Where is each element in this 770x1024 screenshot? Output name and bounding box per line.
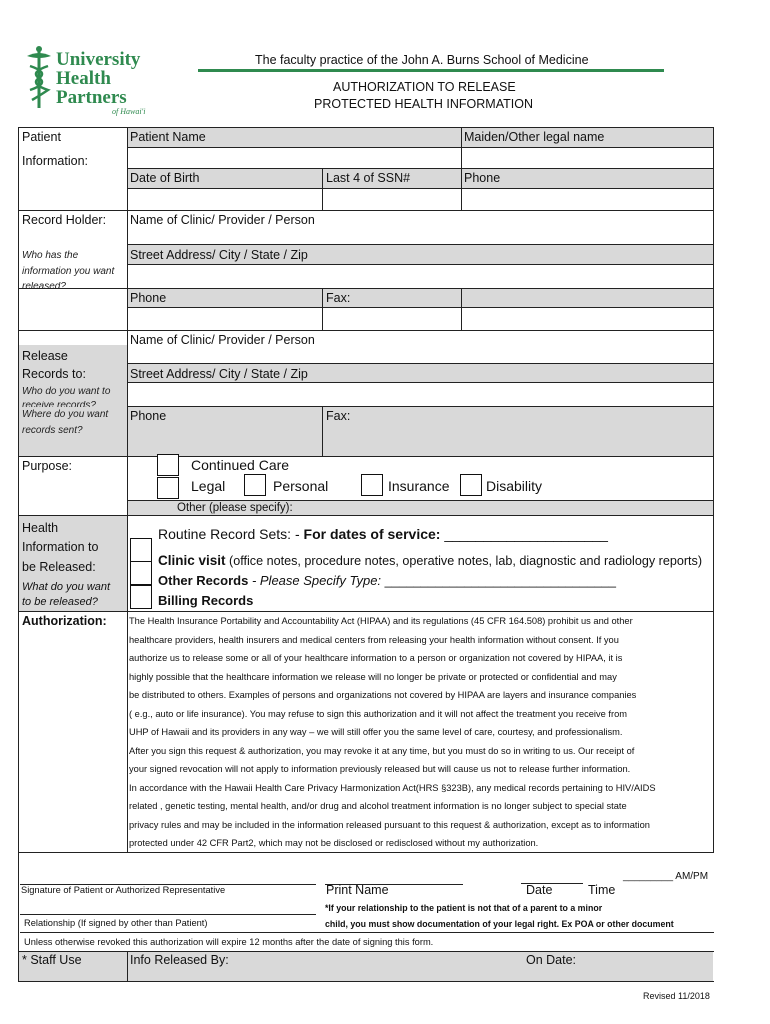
release-phone-shade bbox=[127, 407, 713, 456]
table-top-border bbox=[18, 127, 714, 128]
legal-label: Legal bbox=[191, 478, 226, 494]
patient-name-row-shade bbox=[127, 128, 713, 147]
authorization-text bbox=[129, 612, 711, 853]
authorization-label: Authorization: bbox=[22, 614, 107, 628]
table-left-border bbox=[18, 127, 19, 982]
release-label-2: Records to: bbox=[22, 367, 86, 381]
staff-use-label: * Staff Use bbox=[22, 953, 82, 967]
health-info-label-2: Information to bbox=[22, 540, 99, 554]
release-help-3: Where do you want bbox=[22, 409, 109, 420]
holder-fax-label[interactable]: Fax: bbox=[326, 291, 351, 305]
other-records-specify: - Please Specify Type: bbox=[251, 573, 385, 588]
logo-line-university: University bbox=[56, 49, 141, 70]
header-rule bbox=[198, 69, 664, 72]
table-right-border bbox=[713, 127, 714, 853]
health-info-label-3: be Released: bbox=[22, 560, 96, 574]
info-released-by-label[interactable]: Info Released By: bbox=[130, 953, 229, 967]
release-fax-label[interactable]: Fax: bbox=[326, 409, 351, 423]
ssn-label[interactable]: Last 4 of SSN# bbox=[326, 171, 411, 185]
holder-address-label[interactable]: Street Address/ City / State / Zip bbox=[130, 248, 308, 262]
other-records-line bbox=[158, 574, 616, 587]
time-label: Time bbox=[588, 883, 616, 897]
authorization-line: In accordance with the Hawaii Health Care Privacy Harmonization Act(HRS §323B), any medical records pertaining to HIV/AIDS bbox=[129, 782, 656, 793]
record-holder-help-2: information you want bbox=[22, 266, 115, 277]
routine-dates-blank[interactable]: _____________________ bbox=[444, 526, 608, 542]
personal-label: Personal bbox=[273, 478, 329, 494]
authorization-line: healthcare providers, health insurers and medical centers from releasing your health information without consent. If you bbox=[129, 634, 619, 645]
relationship-note-1: *If your relationship to the patient is not that of a parent to a minor bbox=[325, 903, 603, 913]
release-help-1: Who do you want to bbox=[22, 386, 111, 397]
release-phone-label[interactable]: Phone bbox=[130, 409, 167, 423]
purpose-label: Purpose: bbox=[22, 459, 73, 473]
personal-checkbox[interactable] bbox=[244, 474, 266, 496]
authorization-line: related , genetic testing, mental health, and/or drug and alcohol treatment information is no longer subject to special state bbox=[129, 801, 627, 811]
label-column-divider bbox=[127, 127, 128, 853]
caduceus-icon bbox=[24, 46, 54, 110]
routine-records-line bbox=[158, 527, 608, 541]
release-label: Release bbox=[22, 349, 68, 363]
release-help-2: receive records? bbox=[22, 401, 96, 407]
continued-care-label: Continued Care bbox=[191, 457, 290, 473]
billing-records-label: Billing Records bbox=[158, 593, 254, 608]
release-address-label[interactable]: Street Address/ City / State / Zip bbox=[130, 367, 308, 381]
patient-section-label: Patient bbox=[22, 130, 61, 144]
release-help-4: records sent? bbox=[22, 425, 83, 436]
other-records-checkbox[interactable] bbox=[130, 561, 152, 585]
logo-line-health: Health bbox=[56, 68, 111, 89]
billing-records-checkbox[interactable] bbox=[130, 585, 152, 609]
insurance-label: Insurance bbox=[388, 478, 450, 494]
authorization-line: The Health Insurance Portability and Accountability Act (HIPAA) and its regulations (45 CFR 164.508) prohibit us and other bbox=[129, 616, 633, 626]
date-label: Date bbox=[526, 883, 553, 897]
health-info-label: Health bbox=[22, 521, 59, 535]
relationship-label: Relationship (If signed by other than Patient) bbox=[24, 918, 208, 928]
signature-label: Signature of Patient or Authorized Representative bbox=[21, 885, 226, 895]
maiden-name-label[interactable]: Maiden/Other legal name bbox=[464, 130, 605, 144]
insurance-checkbox[interactable] bbox=[361, 474, 383, 496]
authorization-line: After you sign this request & authorization, you may revoke it at any time, but you must do so in writing to us. Our receipt of bbox=[129, 745, 635, 756]
expiration-note: Unless otherwise revoked this authorization will expire 12 months after the date of signing this form. bbox=[24, 937, 434, 947]
disability-checkbox[interactable] bbox=[460, 474, 482, 496]
holder-phone-label[interactable]: Phone bbox=[130, 291, 167, 305]
staff-row-shade bbox=[18, 951, 713, 981]
logo bbox=[24, 46, 164, 120]
patient-phone-label[interactable]: Phone bbox=[464, 171, 501, 185]
revised-date: Revised 11/2018 bbox=[643, 991, 710, 1001]
form-title-line2: PROTECTED HEALTH INFORMATION bbox=[314, 97, 533, 111]
disability-label: Disability bbox=[486, 478, 543, 494]
record-holder-help-1: Who has the bbox=[22, 250, 79, 261]
purpose-other-label[interactable]: Other (please specify): bbox=[177, 502, 293, 514]
patient-section-label-2: Information: bbox=[22, 154, 89, 168]
authorization-line: privacy rules and may be included in the information released pursuant to this request & authorization, except as to information bbox=[129, 819, 650, 830]
holder-phone-shade bbox=[127, 289, 713, 307]
routine-records-checkbox[interactable] bbox=[130, 538, 152, 562]
form-title-line1: AUTHORIZATION TO RELEASE bbox=[333, 80, 516, 94]
record-holder-label: Record Holder: bbox=[22, 213, 107, 227]
health-info-help-2: to be released? bbox=[22, 596, 98, 608]
dob-label[interactable]: Date of Birth bbox=[130, 171, 200, 185]
logo-line-partners: Partners bbox=[56, 87, 127, 108]
holder-name-label[interactable]: Name of Clinic/ Provider / Person bbox=[130, 213, 315, 227]
authorization-line: protected under 42 CFR Part2, which may not be disclosed or redisclosed without my authorization. bbox=[129, 838, 539, 848]
authorization-line: be distributed to others. Examples of persons and organizations not covered by HIPAA are layers and insurance companies bbox=[129, 690, 637, 700]
clinic-visit-label: Clinic visit bbox=[158, 553, 226, 568]
relationship-line[interactable] bbox=[20, 914, 316, 915]
print-name-label: Print Name bbox=[326, 883, 389, 897]
on-date-label[interactable]: On Date: bbox=[526, 953, 577, 967]
release-name-label[interactable]: Name of Clinic/ Provider / Person bbox=[130, 333, 315, 347]
clinic-visit-detail: (office notes, procedure notes, operative notes, lab, diagnostic and radiology reports) bbox=[229, 554, 703, 568]
continued-care-checkbox[interactable] bbox=[157, 454, 179, 476]
routine-dates-label: For dates of service: bbox=[303, 526, 441, 542]
relationship-note-2: child, you must show documentation of your legal right. Ex POA or other document bbox=[325, 919, 674, 929]
authorization-line: ( e.g., auto or life insurance). You may refuse to sign this authorization and it will not affect the treatment you receive from bbox=[129, 708, 627, 719]
logo-line-hawaii: of Hawai'i bbox=[112, 107, 146, 116]
health-info-help-1: What do you want bbox=[22, 581, 111, 593]
other-records-blank[interactable]: ________________________________ bbox=[384, 573, 617, 588]
record-holder-help-3: released? bbox=[22, 282, 66, 288]
routine-prefix: Routine Record Sets: - bbox=[158, 526, 300, 542]
clinic-visit-line bbox=[158, 554, 702, 568]
authorization-line: your signed revocation will not apply to information previously released but will cause us not to release further information. bbox=[129, 764, 631, 774]
dob-row-shade bbox=[127, 169, 713, 188]
authorization-line: UHP of Hawaii and its providers in any way – we will still offer you the same level of care, courtesy, and professionalism. bbox=[129, 727, 623, 737]
authorization-line: authorize us to release some or all of your healthcare information to a person or organization not covered by HIPAA, it is bbox=[129, 653, 623, 663]
other-records-label: Other Records bbox=[158, 573, 249, 588]
legal-checkbox[interactable] bbox=[157, 477, 179, 499]
ampm-field[interactable]: _________ AM/PM bbox=[623, 871, 709, 882]
patient-name-label[interactable]: Patient Name bbox=[130, 130, 206, 144]
header-subtitle: The faculty practice of the John A. Burns School of Medicine bbox=[255, 53, 589, 67]
authorization-line: highly possible that the healthcare information we release will no longer be private or protected or confidential and may bbox=[129, 671, 617, 682]
